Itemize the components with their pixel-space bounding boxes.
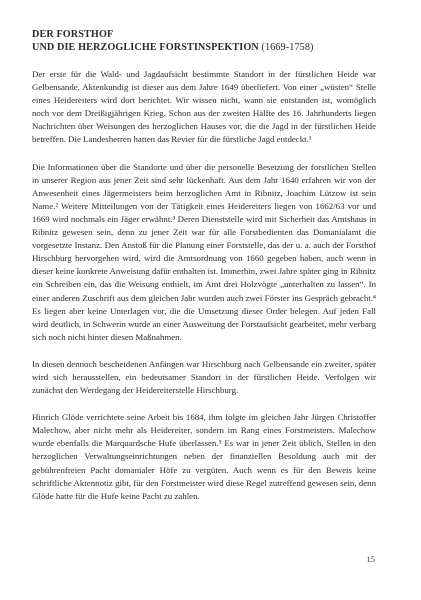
heading-dates: (1669-1758) (261, 42, 314, 53)
document-page (32, 28, 376, 517)
paragraph-2: Die Informationen über die Standorte und über die personelle Besetzung der forstlichen Stellen in unserer Region aus jener Zeit sind sehr lückenhaft. Aus dem Jahr 1640 erfahren wir von der Anwesenheit eines Jägermeisters beim herzoglichen Amt in Ribnitz, Joachim Lützow ist sein Name.² Weitere Mitteilungen von der Tätigkeit eines Heidereiters liegen von 1662/63 vor und 1669 wird nochmals ein Jäger erwähnt.³ Deren Dienststelle wird mit Sicherheit das Amtshaus in Ribnitz gewesen sein, denn zu jener Zeit war für alle Forstbedienten das Domanialamt die vorgesetzte Instanz. Den Anstoß für die Planung einer Forststelle, das der u. a. auch der Forsthof Hirschburg hervorgehen wird, wird die Amtsordnung von 1660 gegeben haben, auch wenn in dieser keine konkrete Anweisung dafür enthalten ist. Immerhin, zwei Jahre später ging in Ribnitz ein Schreiben ein, das die Weisung enthielt, im Amt drei Holzvögte „unterhalten zu lassen“. In einer anderen Zuschrift aus dem gleichen Jahr wurden auch zwei Förster ins Gespräch gebracht.⁴ Es liegen aber keine Unterlagen vor, die die Umsetzung dieser Order belegen. Auf jeden Fall wird deutlich, in Schwerin wurde an einer Ausweitung der Forstaufsicht gearbeitet, mehr verbarg sich noch nicht hinter diesen Maßnahmen. (32, 161, 376, 342)
heading-line-2: UND DIE HERZOGLICHE FORSTINSPEKTION (32, 42, 259, 53)
page-number: 15 (366, 554, 375, 564)
heading-line-1: DER FORSTHOF (32, 29, 114, 40)
paragraph-3: In diesen dennoch bescheidenen Anfängen war Hirschburg nach Gelbensande ein zweiter, später wird sich herausstellen, ein bedeutsamer Standort in der fürstlichen Heide. Verfolgen wir zunächst den Werdegang der Heidereiterstelle Hirschburg. (32, 358, 376, 396)
paragraph-1: Der erste für die Wald- und Jagdaufsicht bestimmte Standort in der fürstlichen Heide war Gelbensande. Aktenkundig ist dieser aus dem Jahre 1649 überliefert. Von einer „wüsten“ Stelle eines Heidereiters wird dort berichtet. Wir wissen nicht, wann sie entstanden ist, womöglich noch vor dem Dreißigjährigen Krieg. Schon aus der zweiten Hälfte des 16. Jahrhunderts liegen Nachrichten über Weisungen des herzoglichen Hauses vor, die die Jagd in der fürstlichen Heide betreffen. Die Landesherren hatten das Revier für die fürstliche Jagd entdeckt.¹ (32, 69, 376, 145)
chapter-heading (32, 28, 376, 54)
paragraph-4: Hinrich Glöde verrichtete seine Arbeit bis 1684, ihm folgte im gleichen Jahr Jürgen Christoffer Malechow, aber nicht mehr als Heidereiter, sondern im Rang eines Forstmeisters. Malechow wurde ebenfalls die Marquardsche Hufe überlassen.⁵ Es war in jener Zeit üblich, Stellen in den herzoglichen Verwaltungseinrichtungen neben der finanziellen Besoldung auch mit der gebührenfreien Pacht domanialer Höfe zu vergüten. Auch wenn es für den Beweis keine schriftliche Aktennotiz gibt, für den Forstmeister wird diese Regel zutreffend gewesen sein, denn Glöde hatte für die Hufe keine Pacht zu zahlen. (32, 412, 376, 501)
